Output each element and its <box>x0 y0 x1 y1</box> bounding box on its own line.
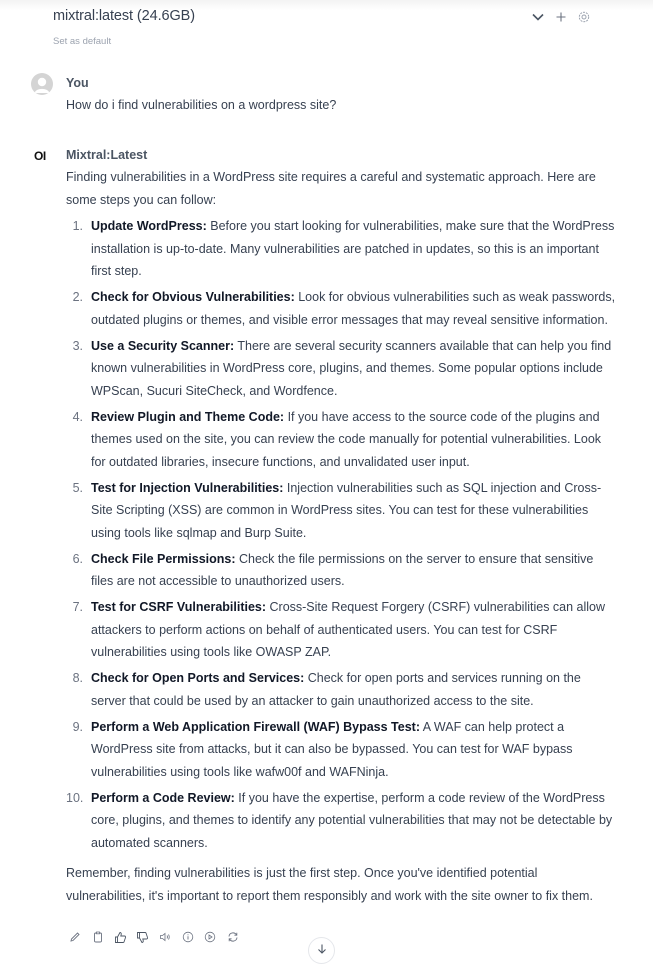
step-title: Use a Security Scanner: <box>91 338 235 353</box>
step-number: 6. <box>72 551 83 566</box>
assistant-sender-name: Mixtral:Latest <box>66 148 148 162</box>
step-item <box>66 596 616 664</box>
assistant-avatar: OI <box>34 149 46 163</box>
step-item <box>66 215 616 283</box>
step-number: 8. <box>72 671 83 685</box>
continue-icon[interactable] <box>202 929 218 945</box>
model-selector[interactable]: mixtral:latest (24.6GB) <box>53 8 195 24</box>
user-avatar <box>31 73 53 95</box>
plus-icon[interactable] <box>553 9 569 25</box>
step-number: 1. <box>72 219 83 233</box>
step-title: Check for Obvious Vulnerabilities: <box>91 290 295 304</box>
copy-icon[interactable] <box>90 929 106 945</box>
step-title: Check for Open Ports and Services: <box>91 671 305 685</box>
user-sender-name: You <box>66 76 89 90</box>
step-text: There are several security scanners available that can help you find known vulnerabilities in WordPress core, plugins, and themes. Some popular options include WPScan, Sucuri SiteCheck, and Wordfence. <box>91 338 612 398</box>
step-number: 4. <box>72 409 83 424</box>
step-item <box>66 716 616 784</box>
regenerate-icon[interactable] <box>225 929 241 945</box>
chevron-down-icon[interactable] <box>530 9 546 25</box>
intro-paragraph: Finding vulnerabilities in a WordPress site requires a careful and systematic approach. Here are some steps you can follow: <box>66 170 596 207</box>
step-text: Cross-Site Request Forgery (CSRF) vulnerabilities can allow attackers to perform actions on behalf of authenticated users. You can test for CSRF vulnerabilities using tools like OWASP ZAP. <box>91 600 606 659</box>
user-message-text: How do i find vulnerabilities on a wordpress site? <box>66 98 337 112</box>
step-title: Check File Permissions: <box>91 551 236 566</box>
step-item <box>66 667 616 712</box>
step-text: If you have access to the source code of the plugins and themes used on the site, you can review the code manually for potential vulnerabilities. Look for outdated libraries, insecure functions, and unvalidated user input. <box>91 409 602 469</box>
step-text: If you have the expertise, perform a code review of the WordPress core, plugins, and themes to identify any potential vulnerabilities that may not be detectable by automated scanners. <box>91 790 613 850</box>
info-icon[interactable] <box>180 929 196 945</box>
outro-paragraph: Remember, finding vulnerabilities is just the first step. Once you've identified potential vulnerabilities, it's important to report them responsibly and work with the site owner to fix them. <box>66 866 593 903</box>
step-number: 3. <box>72 338 83 353</box>
step-title: Review Plugin and Theme Code: <box>91 409 285 424</box>
arrow-down-icon <box>316 942 328 960</box>
step-number: 2. <box>72 290 83 304</box>
step-item <box>66 406 616 474</box>
model-header <box>0 0 653 60</box>
step-text: Look for obvious vulnerabilities such as weak passwords, outdated plugins or themes, and visible error messages that may reveal sensitive information. <box>91 290 616 327</box>
scroll-to-bottom-button[interactable] <box>308 937 335 964</box>
step-number: 9. <box>72 719 83 734</box>
step-text: Check the file permissions on the server to ensure that sensitive files are not accessible to unauthorized users. <box>91 551 594 588</box>
steps-list <box>66 215 616 854</box>
step-item <box>66 477 616 545</box>
settings-icon[interactable] <box>576 9 592 25</box>
read-aloud-icon[interactable] <box>157 929 173 945</box>
step-number: 7. <box>72 600 83 614</box>
user-message <box>31 73 621 123</box>
step-text: A WAF can help protect a WordPress site from attacks, but it can also be bypassed. You can test for WAF bypass vulnerabilities using tools like wafw00f and WAFNinja. <box>91 719 573 779</box>
step-title: Perform a Code Review: <box>91 790 235 805</box>
edit-icon[interactable] <box>67 929 83 945</box>
step-item <box>66 548 616 593</box>
step-title: Test for CSRF Vulnerabilities: <box>91 600 267 614</box>
step-text: Before you start looking for vulnerabilities, make sure that the WordPress installation is up-to-date. Many vulnerabilities are patched in updates, so this is an important first step. <box>91 219 615 278</box>
set-as-default-link[interactable]: Set as default <box>53 36 112 47</box>
step-title: Test for Injection Vulnerabilities: <box>91 480 284 495</box>
message-actions <box>67 929 247 945</box>
step-number: 10. <box>66 790 84 805</box>
step-number: 5. <box>72 480 83 495</box>
step-item <box>66 286 616 331</box>
thumbs-down-icon[interactable] <box>135 929 151 945</box>
step-item <box>66 787 616 855</box>
step-item <box>66 335 616 403</box>
step-text: Check for open ports and services running on the server that could be used by an attacker to gain unauthorized access to the site. <box>91 671 581 708</box>
step-title: Perform a Web Application Firewall (WAF) Bypass Test: <box>91 719 420 734</box>
step-text: Injection vulnerabilities such as SQL injection and Cross-Site Scripting (XSS) are common in WordPress sites. You can test for these vulnerabilities using tools like sqlmap and Burp Suite. <box>91 480 602 540</box>
step-title: Update WordPress: <box>91 219 207 233</box>
assistant-message-body <box>66 166 616 907</box>
thumbs-up-icon[interactable] <box>112 929 128 945</box>
assistant-message <box>31 145 621 925</box>
